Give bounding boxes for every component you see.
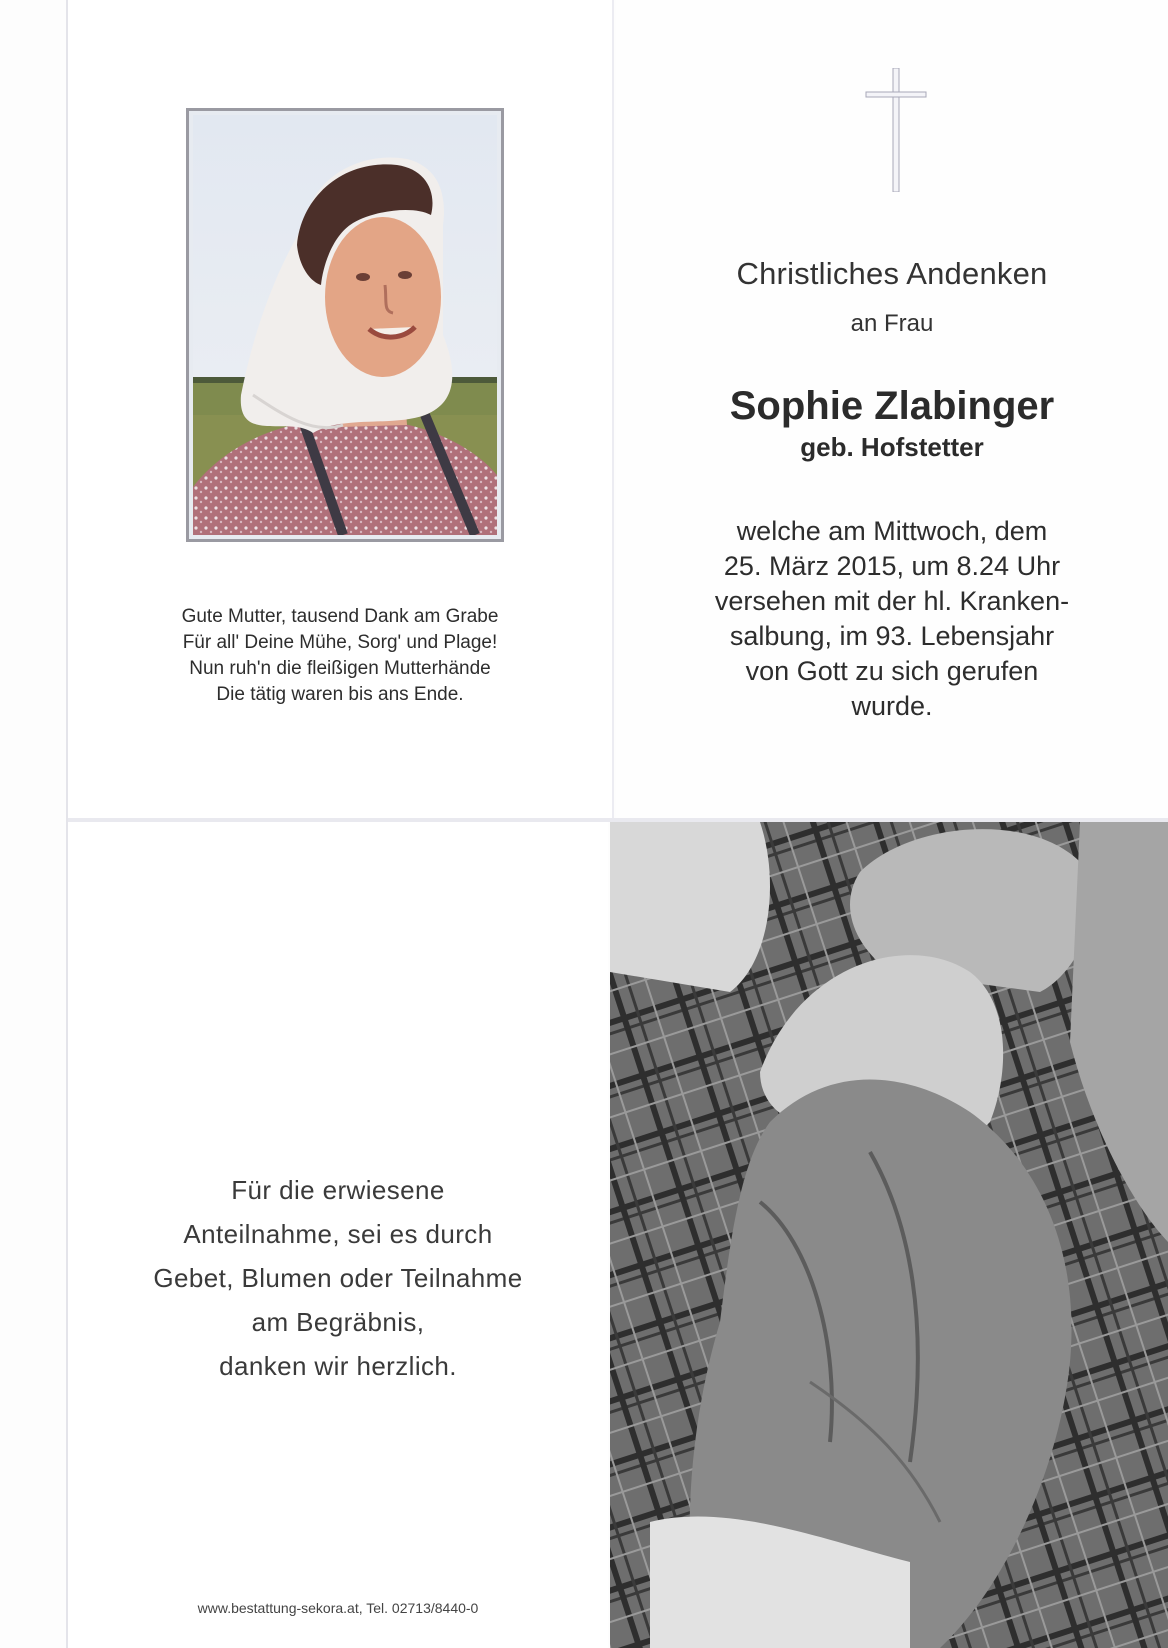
death-line: salbung, im 93. Lebensjahr	[729, 621, 1055, 651]
thanks-panel	[68, 822, 608, 1648]
thanks-text	[68, 1168, 608, 1388]
hands-photo	[610, 822, 1168, 1648]
cross-icon	[864, 68, 928, 192]
memorial-panel	[616, 0, 1168, 818]
poem-line: Gute Mutter, tausend Dank am Grabe	[181, 606, 499, 627]
death-line: versehen mit der hl. Kranken-	[714, 586, 1070, 616]
death-line: 25. März 2015, um 8.24 Uhr	[723, 551, 1061, 581]
poem-line: Für all' Deine Mühe, Sorg' und Plage!	[182, 632, 498, 653]
deceased-name: Sophie Zlabinger	[729, 384, 1055, 428]
hands-image	[610, 822, 1168, 1648]
salutation: an Frau	[850, 310, 934, 337]
fold-line-vertical	[612, 0, 614, 818]
undertaker-contact: www.bestattung-sekora.at, Tel. 02713/8440-0	[197, 1600, 479, 1616]
thanks-line: Gebet, Blumen oder Teilnahme	[153, 1263, 523, 1293]
thanks-line: am Begräbnis,	[251, 1307, 425, 1337]
memorial-title: Christliches Andenken	[736, 256, 1048, 291]
death-notice	[616, 514, 1168, 724]
portrait-panel	[68, 0, 612, 818]
poem-line: Nun ruh'n die fleißigen Mutterhände	[189, 658, 491, 679]
memorial-poem	[68, 604, 612, 708]
poem-line: Die tätig waren bis ans Ende.	[216, 684, 464, 705]
portrait-image	[193, 115, 497, 535]
thanks-line: Anteilnahme, sei es durch	[183, 1219, 493, 1249]
death-line: von Gott zu sich gerufen	[745, 656, 1039, 686]
death-line: wurde.	[851, 691, 933, 721]
thanks-line: Für die erwiesene	[231, 1175, 445, 1205]
portrait-photo	[186, 108, 504, 542]
birth-name: geb. Hofstetter	[800, 432, 984, 462]
thanks-line: danken wir herzlich.	[219, 1351, 457, 1381]
death-line: welche am Mittwoch, dem	[736, 516, 1048, 546]
